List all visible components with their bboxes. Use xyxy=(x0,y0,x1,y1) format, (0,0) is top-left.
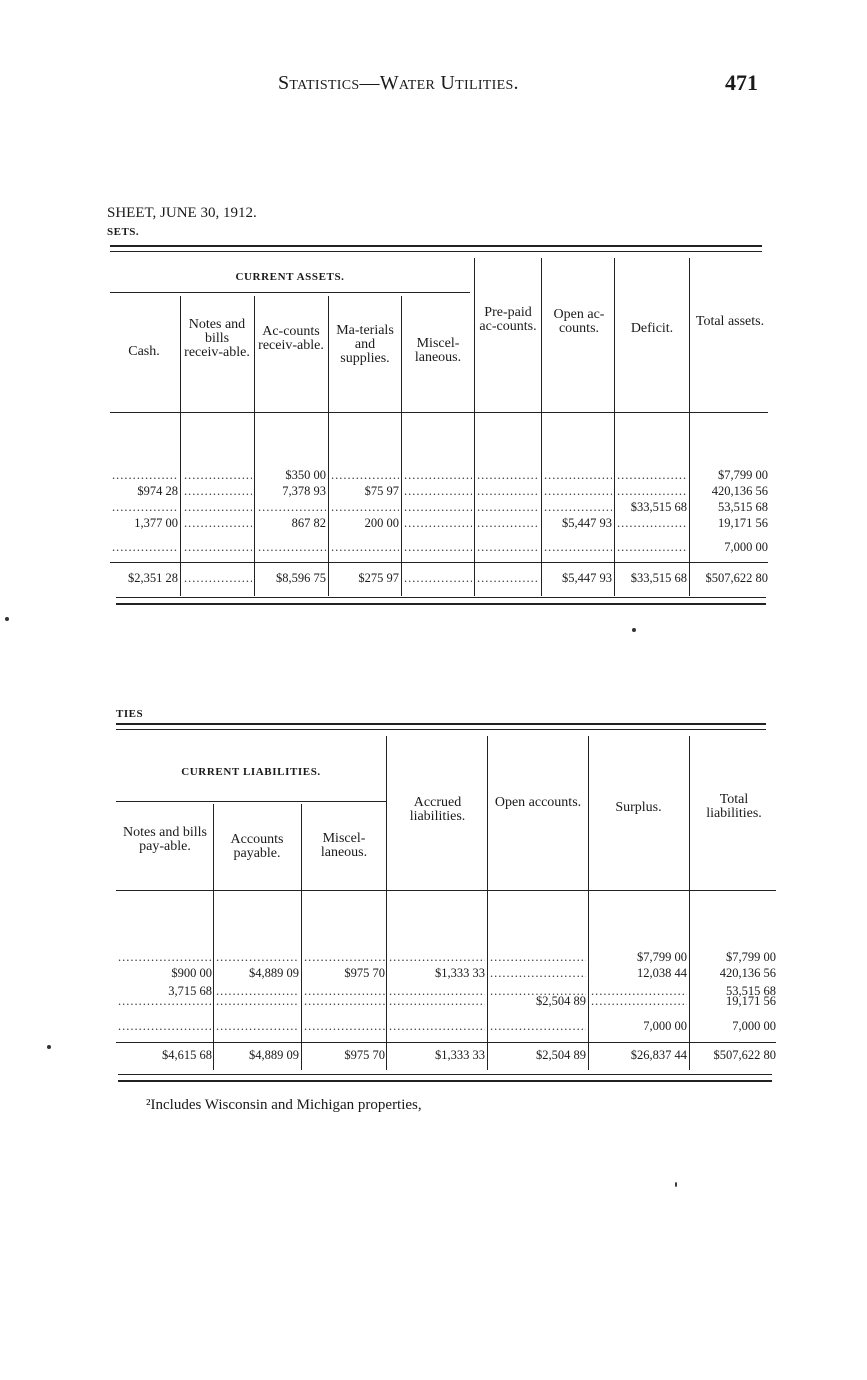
liabilities-total-cell: $975 70 xyxy=(344,1048,385,1062)
assets-cell xyxy=(477,484,539,498)
assets-col-line xyxy=(180,296,181,596)
liabilities-section-label: TIES xyxy=(116,708,144,720)
liabilities-cell xyxy=(389,950,485,964)
assets-group-rule xyxy=(110,292,470,293)
assets-header-deficit: Deficit. xyxy=(630,321,674,336)
assets-cell: 7,000 00 xyxy=(724,540,768,554)
assets-cell xyxy=(617,484,687,498)
assets-group-label: CURRENT ASSETS. xyxy=(235,271,345,283)
liabilities-top-rule-inner xyxy=(116,729,766,730)
assets-cell xyxy=(112,500,178,514)
assets-cell: 1,377 00 xyxy=(134,516,178,530)
assets-cell: $33,515 68 xyxy=(630,500,687,514)
assets-col-line xyxy=(474,258,475,596)
liabilities-cell: 7,000 00 xyxy=(732,1019,776,1033)
assets-cell xyxy=(112,540,178,554)
assets-total-cell: $33,515 68 xyxy=(630,571,687,585)
assets-bottom-rule-inner xyxy=(116,597,766,598)
liabilities-cell xyxy=(118,950,212,964)
assets-total-cell xyxy=(184,571,252,585)
assets-total-cell xyxy=(404,571,472,585)
assets-cell: $75 97 xyxy=(364,484,399,498)
liabilities-cell xyxy=(216,994,299,1008)
assets-cell xyxy=(404,484,472,498)
liabilities-cell: 12,038 44 xyxy=(637,966,687,980)
liabilities-cell xyxy=(216,950,299,964)
assets-header-accounts-receivable: Ac-counts receiv-able. xyxy=(258,324,324,353)
scan-speck xyxy=(632,628,636,632)
liabilities-col-line xyxy=(689,736,690,1070)
liabilities-cell xyxy=(389,1019,485,1033)
assets-bottom-rule xyxy=(116,603,766,605)
assets-cell xyxy=(184,540,252,554)
liabilities-cell xyxy=(304,950,385,964)
liabilities-col-line xyxy=(301,804,302,1070)
assets-cell xyxy=(617,540,687,554)
liabilities-cell xyxy=(118,994,212,1008)
assets-total-cell xyxy=(477,571,539,585)
assets-cell xyxy=(544,468,612,482)
liabilities-cell xyxy=(389,994,485,1008)
liabilities-cell: 3,715 68 xyxy=(168,984,212,998)
assets-total-cell: $8,596 75 xyxy=(276,571,326,585)
assets-cell: 200 00 xyxy=(364,516,399,530)
assets-cell xyxy=(404,540,472,554)
liabilities-cell xyxy=(591,994,687,1008)
assets-top-rule-inner xyxy=(110,251,762,252)
assets-cell xyxy=(477,540,539,554)
liabilities-cell: 7,000 00 xyxy=(643,1019,687,1033)
scan-speck xyxy=(5,617,9,621)
assets-header-cash: Cash. xyxy=(128,344,160,359)
assets-col-line xyxy=(254,296,255,596)
assets-col-line xyxy=(401,296,402,596)
liabilities-total-cell: $2,504 89 xyxy=(536,1048,586,1062)
liabilities-header-accrued: Accrued liabilities. xyxy=(409,795,466,824)
assets-top-rule xyxy=(110,245,762,247)
assets-cell: $7,799 00 xyxy=(718,468,768,482)
liabilities-cell xyxy=(490,1019,586,1033)
scan-speck xyxy=(47,1045,51,1049)
scan-speck xyxy=(675,1182,677,1187)
assets-cell xyxy=(477,468,539,482)
assets-cell xyxy=(331,500,399,514)
liabilities-bottom-rule xyxy=(118,1080,772,1082)
assets-cell xyxy=(544,500,612,514)
assets-header-total: Total assets. xyxy=(695,314,765,329)
liabilities-group-rule xyxy=(116,801,386,802)
assets-total-cell: $5,447 93 xyxy=(562,571,612,585)
assets-total-rule xyxy=(110,562,768,563)
assets-cell xyxy=(112,468,178,482)
assets-cell xyxy=(404,516,472,530)
sheet-title: SHEET, JUNE 30, 1912. xyxy=(107,205,257,221)
liabilities-cell xyxy=(490,950,586,964)
assets-header-miscellaneous: Miscel-laneous. xyxy=(414,336,462,365)
liabilities-total-cell: $507,622 80 xyxy=(713,1048,776,1062)
liabilities-cell: $7,799 00 xyxy=(637,950,687,964)
assets-cell xyxy=(404,500,472,514)
liabilities-top-rule xyxy=(116,723,766,725)
liabilities-cell xyxy=(216,1019,299,1033)
assets-cell xyxy=(184,468,252,482)
liabilities-header-total: Total liabilities. xyxy=(706,792,762,821)
assets-cell: 867 82 xyxy=(291,516,326,530)
assets-cell xyxy=(184,500,252,514)
liabilities-total-cell: $26,837 44 xyxy=(630,1048,687,1062)
assets-total-cell: $2,351 28 xyxy=(128,571,178,585)
assets-section-label: SETS. xyxy=(107,226,140,238)
assets-cell: $350 00 xyxy=(285,468,326,482)
liabilities-cell xyxy=(118,1019,212,1033)
liabilities-col-line xyxy=(487,736,488,1070)
liabilities-bottom-rule-inner xyxy=(118,1074,772,1075)
liabilities-group-label: CURRENT LIABILITIES. xyxy=(181,766,321,778)
footnote: ²Includes Wisconsin and Michigan properties, xyxy=(146,1097,422,1113)
assets-header-prepaid: Pre-paid ac-counts. xyxy=(479,305,537,334)
liabilities-col-line xyxy=(213,804,214,1070)
liabilities-cell: $4,889 09 xyxy=(249,966,299,980)
liabilities-cell: 53,515 68 xyxy=(726,984,776,998)
assets-cell: 7,378 93 xyxy=(282,484,326,498)
liabilities-cell: 19,171 56 xyxy=(726,994,776,1008)
liabilities-header-notes-payable: Notes and bills pay-able. xyxy=(123,825,207,854)
liabilities-cell: $975 70 xyxy=(344,966,385,980)
assets-cell xyxy=(331,540,399,554)
assets-header-materials: Ma-terials and supplies. xyxy=(336,323,394,366)
assets-header-rule xyxy=(110,412,768,413)
assets-header-notes: Notes and bills receiv-able. xyxy=(184,317,250,360)
liabilities-cell xyxy=(304,994,385,1008)
assets-cell: 420,136 56 xyxy=(711,484,768,498)
assets-cell: 19,171 56 xyxy=(718,516,768,530)
liabilities-header-miscellaneous: Miscel-laneous. xyxy=(320,831,368,860)
assets-col-line xyxy=(689,258,690,596)
assets-col-line xyxy=(541,258,542,596)
assets-cell xyxy=(184,484,252,498)
liabilities-total-rule xyxy=(116,1042,776,1043)
liabilities-header-rule xyxy=(116,890,776,891)
liabilities-total-cell: $4,889 09 xyxy=(249,1048,299,1062)
assets-cell: $974 28 xyxy=(137,484,178,498)
liabilities-col-line xyxy=(588,736,589,1070)
running-head-text: Statistics—Water Utilities. xyxy=(278,72,519,94)
assets-cell xyxy=(477,516,539,530)
assets-cell xyxy=(184,516,252,530)
liabilities-header-open-accounts: Open accounts. xyxy=(494,795,582,810)
assets-cell: $5,447 93 xyxy=(562,516,612,530)
liabilities-cell: $900 00 xyxy=(171,966,212,980)
running-head xyxy=(278,72,519,95)
liabilities-header-surplus: Surplus. xyxy=(615,800,662,815)
assets-total-cell: $507,622 80 xyxy=(705,571,768,585)
assets-col-line xyxy=(614,258,615,596)
assets-cell: 53,515 68 xyxy=(718,500,768,514)
assets-cell xyxy=(477,500,539,514)
assets-cell xyxy=(544,484,612,498)
liabilities-cell: $7,799 00 xyxy=(726,950,776,964)
assets-cell xyxy=(258,500,326,514)
liabilities-cell xyxy=(490,966,586,980)
liabilities-cell: $1,333 33 xyxy=(435,966,485,980)
liabilities-cell: 420,136 56 xyxy=(719,966,776,980)
liabilities-cell xyxy=(304,1019,385,1033)
liabilities-header-accounts-payable: Accounts payable. xyxy=(230,832,284,861)
assets-header-open-accounts: Open ac-counts. xyxy=(553,307,605,336)
liabilities-cell: $2,504 89 xyxy=(536,994,586,1008)
assets-cell xyxy=(404,468,472,482)
assets-cell xyxy=(544,540,612,554)
liabilities-col-line xyxy=(386,736,387,1070)
liabilities-total-cell: $4,615 68 xyxy=(162,1048,212,1062)
page-number: 471 xyxy=(725,70,758,95)
assets-total-cell: $275 97 xyxy=(358,571,399,585)
assets-cell xyxy=(331,468,399,482)
assets-cell xyxy=(617,468,687,482)
assets-col-line xyxy=(328,296,329,596)
liabilities-total-cell: $1,333 33 xyxy=(435,1048,485,1062)
assets-cell xyxy=(617,516,687,530)
assets-cell xyxy=(258,540,326,554)
